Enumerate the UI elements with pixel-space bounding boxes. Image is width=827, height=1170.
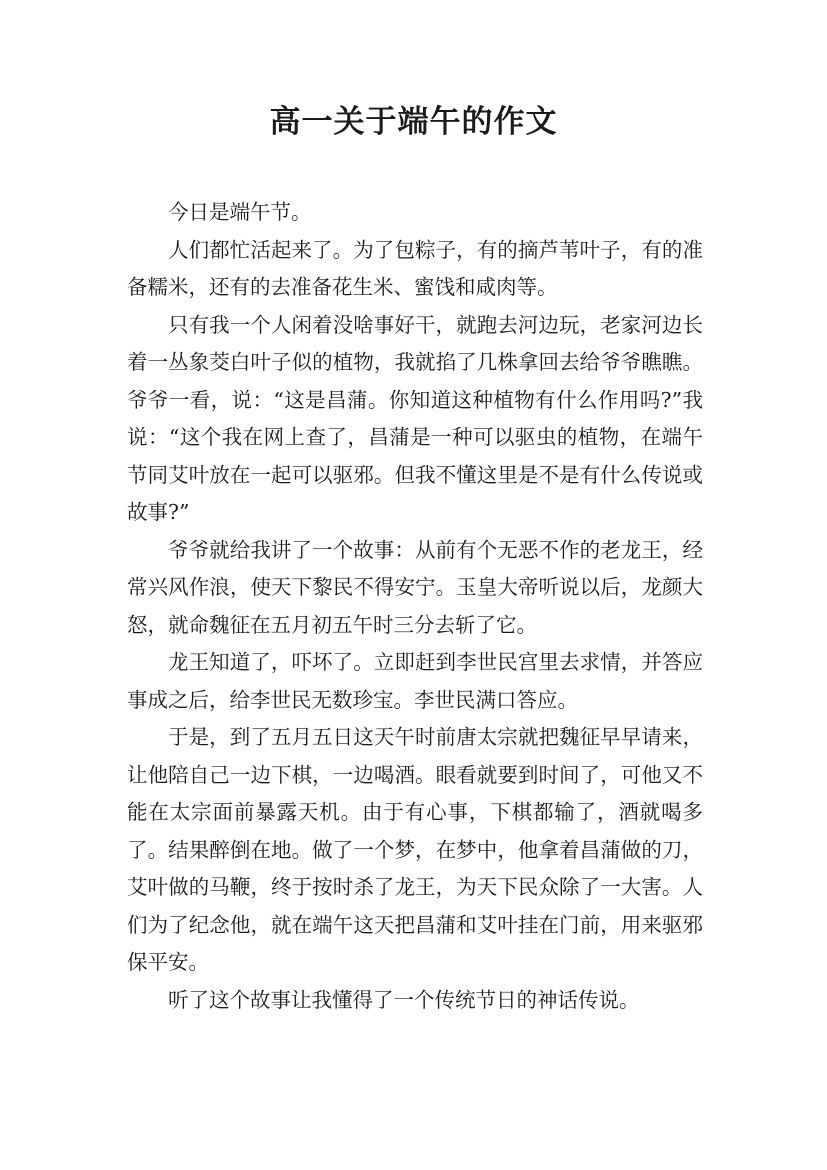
paragraph-4: 爷爷就给我讲了一个故事：从前有个无恶不作的老龙王，经常兴风作浪，使天下黎民不得安宁。玉皇大帝听说以后，龙颜大怒，就命魏征在五月初五午时三分去斩了它。 bbox=[127, 537, 703, 637]
document-body bbox=[127, 194, 703, 1019]
paragraph-6: 于是，到了五月五日这天午时前唐太宗就把魏征早早请来，让他陪自己一边下棋，一边喝酒。眼看就要到时间了，可他又不能在太宗面前暴露天机。由于有心事，下棋都输了，酒就喝多了。结果醉倒在地。做了一个梦，在梦中，他拿着昌蒲做的刀，艾叶做的马鞭，终于按时杀了龙王，为天下民众除了一大害。人们为了纪念他，就在端午这天把昌蒲和艾叶挂在门前，用来驱邪保平安。 bbox=[127, 725, 703, 974]
paragraph-3: 只有我一个人闲着没啥事好干，就跑去河边玩，老家河边长着一丛象茭白叶子似的植物，我就掐了几株拿回去给爷爷瞧瞧。爷爷一看，说：“这是昌蒲。你知道这种植物有什么作用吗?”我说：“这个我在网上查了，昌蒲是一种可以驱虫的植物，在端午节同艾叶放在一起可以驱邪。但我不懂这里是不是有什么传说或故事?” bbox=[127, 312, 703, 524]
paragraph-1: 今日是端午节。 bbox=[168, 200, 312, 224]
paragraph-2: 人们都忙活起来了。为了包粽子，有的摘芦苇叶子，有的准备糯米，还有的去准备花生米、蜜饯和咸肉等。 bbox=[127, 237, 703, 299]
document-title: 高一关于端午的作文 bbox=[269, 104, 558, 140]
paragraph-5: 龙王知道了，吓坏了。立即赶到李世民宫里去求情，并答应事成之后，给李世民无数珍宝。李世民满口答应。 bbox=[127, 650, 703, 712]
paragraph-7: 听了这个故事让我懂得了一个传统节日的神话传说。 bbox=[168, 987, 640, 1012]
